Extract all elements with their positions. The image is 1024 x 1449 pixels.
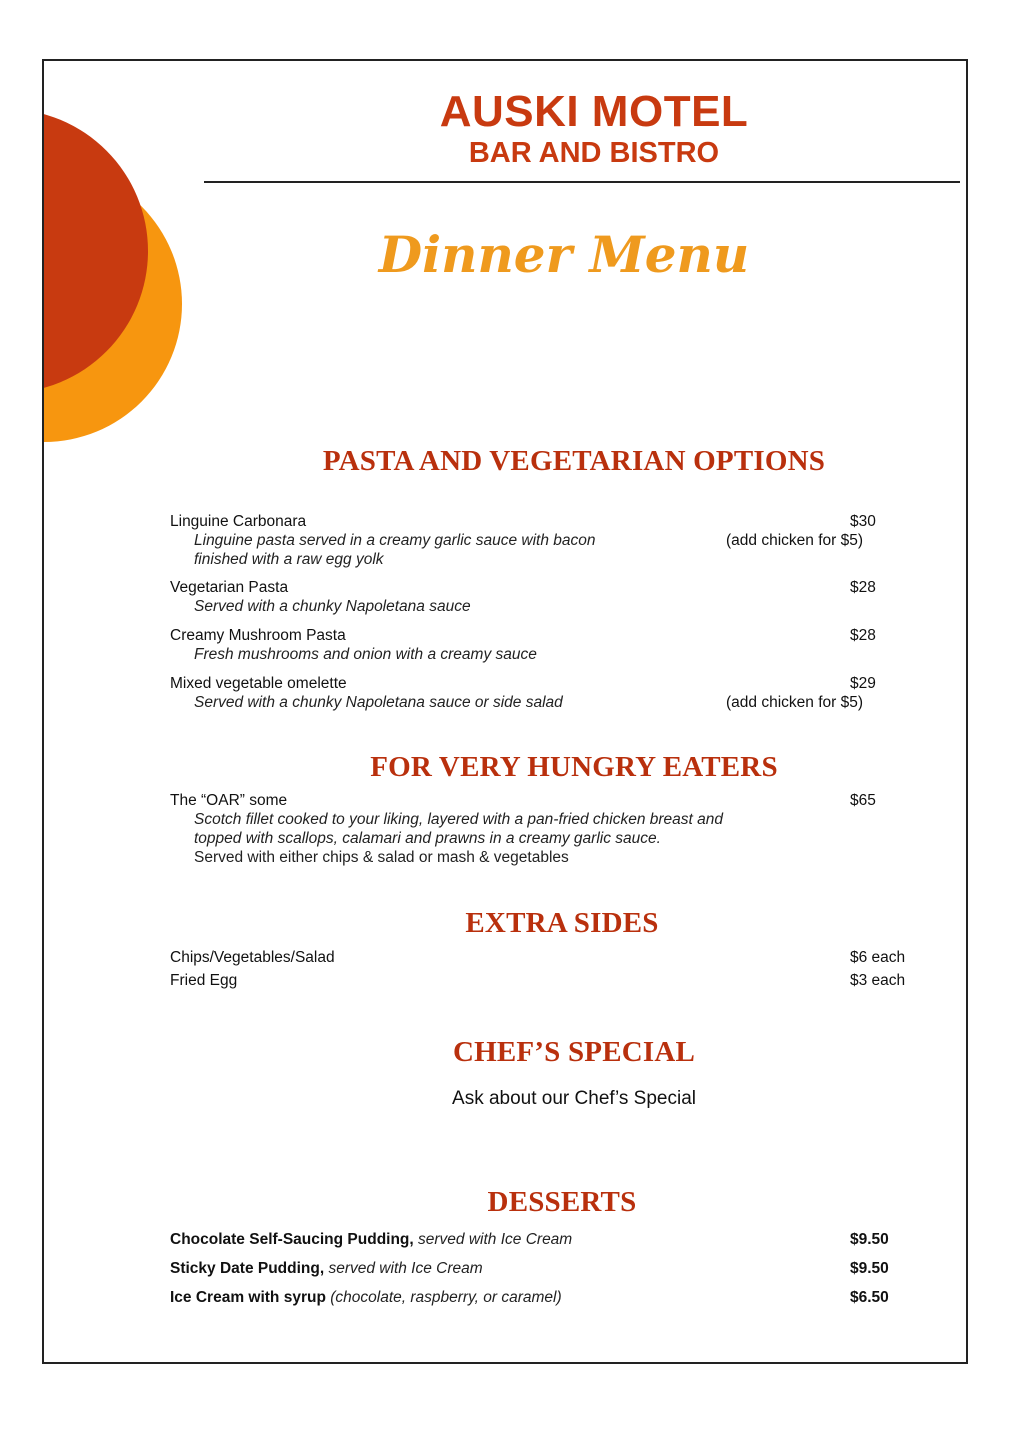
item-name: Chocolate Self-Saucing Pudding, [170,1231,414,1248]
item-price: $30 [850,513,876,530]
item-price: $29 [850,675,876,692]
item-price: $3 each [850,972,906,989]
item-price: $65 [850,792,876,809]
item-price-note: (add chicken for $5) [726,532,863,549]
item-price: $9.50 [850,1231,889,1248]
item-name: Chips/Vegetables/Salad [170,949,335,966]
dessert-line [170,1260,483,1278]
item-description: Scotch fillet cooked to your liking, layered with a pan-fried chicken breast and [194,811,724,828]
item-price: $9.50 [850,1260,889,1277]
item-description: topped with scallops, calamari and prawns in a creamy garlic sauce. [194,830,661,847]
item-name: Mixed vegetable omelette [170,675,347,692]
item-description: served with Ice Cream [324,1260,483,1277]
section-heading-desserts: DESSERTS [487,1186,637,1218]
item-description: finished with a raw egg yolk [194,551,384,568]
item-description: Linguine pasta served in a creamy garlic sauce with bacon [194,532,596,549]
item-description: Served with a chunky Napoletana sauce [194,598,471,615]
item-name: Vegetarian Pasta [170,579,289,596]
item-name: Sticky Date Pudding, [170,1260,325,1277]
dessert-line [170,1289,562,1307]
item-description: Served with a chunky Napoletana sauce or side salad [194,694,563,711]
item-name: Fried Egg [170,972,238,989]
item-description: served with Ice Cream [413,1231,573,1248]
item-name: Linguine Carbonara [170,513,307,530]
item-name: Ice Cream with syrup [170,1289,326,1306]
section-heading-hungry: FOR VERY HUNGRY EATERS [370,751,778,783]
item-description: Served with either chips & salad or mash & vegetables [194,849,569,866]
item-price: $6.50 [850,1289,889,1306]
item-price-note: (add chicken for $5) [726,694,863,711]
decorative-circles [44,61,244,461]
menu-page [42,59,968,1364]
section-heading-pasta: PASTA AND VEGETARIAN OPTIONS [322,445,826,477]
special-text: Ask about our Chef’s Special [452,1088,696,1109]
header-divider [204,181,960,183]
menu-title: Dinner Menu [378,225,750,284]
section-heading-sides: EXTRA SIDES [465,907,659,939]
section-heading-special: CHEF’S SPECIAL [452,1036,696,1068]
item-name: Creamy Mushroom Pasta [170,627,346,644]
item-description: (chocolate, raspberry, or caramel) [325,1289,562,1306]
dessert-line [170,1231,572,1249]
item-name: The “OAR” some [170,792,288,809]
motel-name: AUSKI MOTEL [439,87,749,136]
bistro-subtitle: BAR AND BISTRO [468,137,720,169]
item-price: $28 [850,627,876,644]
item-price: $28 [850,579,876,596]
item-description: Fresh mushrooms and onion with a creamy sauce [194,646,537,663]
item-price: $6 each [850,949,906,966]
